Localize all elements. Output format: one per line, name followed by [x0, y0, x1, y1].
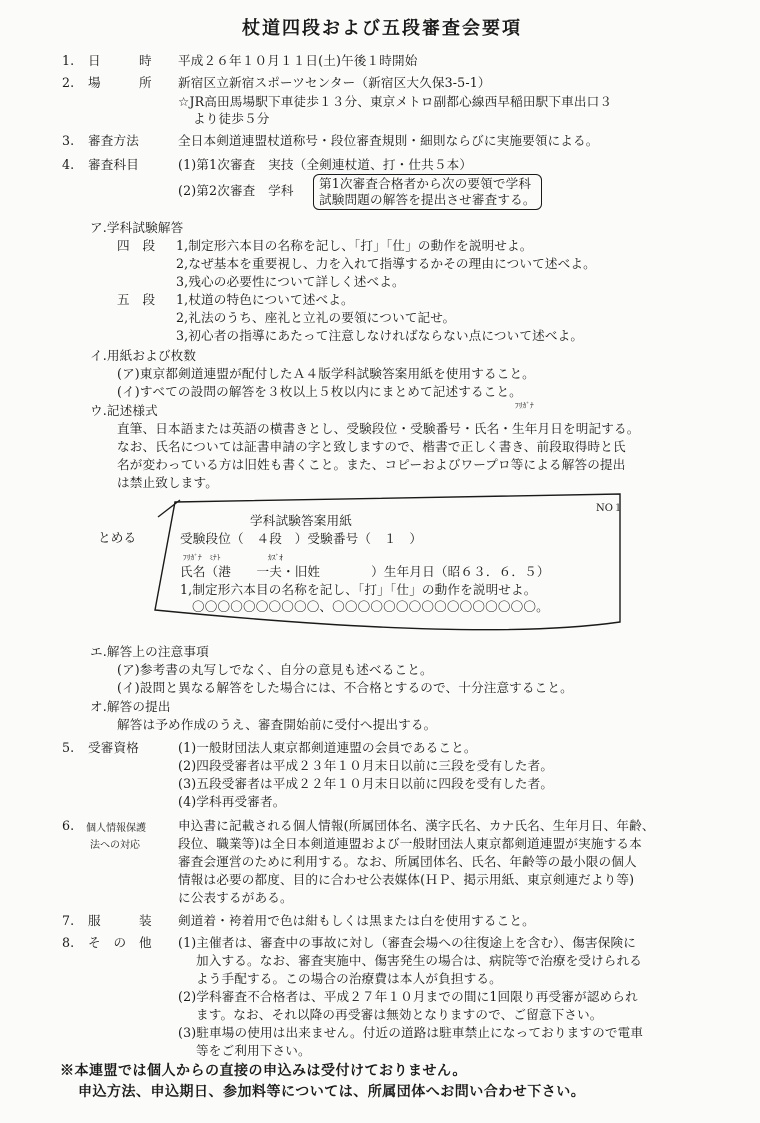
- item-4-boxed-note: [313, 174, 542, 210]
- item-6-label: 個人情報保護: [86, 823, 146, 834]
- item-8-line: (3)駐車場の使用は出来ません。付近の道路は駐車禁止になっておりますので電車: [178, 1025, 644, 1040]
- item-5-line: (3)五段受審者は平成２２年１０月末日以前に四段を受有した者。: [178, 776, 554, 791]
- boxed-line: 試験問題の解答を提出させ審査する。: [319, 192, 536, 207]
- staple-label: とめる: [98, 530, 137, 545]
- item-4-text: (1)第1次審査 実技（全剣連杖道、打・仕共５本）: [178, 157, 473, 172]
- item-4-text: (2)第2次審査 学科: [178, 183, 294, 198]
- item-1-num: 1.: [62, 53, 75, 68]
- sheet-name-line: 氏名（港 一夫・旧姓 ）生年月日（昭６３．６．５）: [180, 564, 550, 579]
- footer-notice: ※本連盟では個人からの直接の申込みは受付けておりません。: [60, 1063, 467, 1079]
- item-8-line: 等をご利用下さい。: [196, 1043, 311, 1058]
- item-6-line: 審査会運営のために利用する。なお、所属団体名、氏名、年齢等の最小限の個人: [178, 854, 637, 869]
- item-6-line: 情報は必要の都度、目的に合わせ公表媒体(ＨＰ、掲示用紙、東京剣連だより等): [178, 872, 635, 887]
- section-i-line: (ア)東京都剣道連盟が配付したＡ４版学科試験答案用紙を使用すること。: [117, 366, 535, 381]
- item-6-line: に公表するがある。: [178, 890, 293, 905]
- section-u-line: 名が変わっている方は旧姓も書くこと。また、コピーおよびワープロ等による解答の提出: [117, 457, 626, 472]
- item-8-num: 8.: [62, 935, 75, 950]
- item-2-num: 2.: [62, 75, 75, 90]
- section-u-line: は禁止致します。: [117, 475, 218, 490]
- sheet-answer: 〇〇〇〇〇〇〇〇〇〇、〇〇〇〇〇〇〇〇〇〇〇〇〇〇〇〇。: [192, 599, 549, 614]
- item-8-line: (2)学科審査不合格者は、平成２７年１０月までの間に1回限り再受審が認められ: [178, 989, 638, 1004]
- item-3-num: 3.: [62, 133, 75, 148]
- item-8-line: (1)主催者は、審査中の事故に対し（審査会場への往復途上を含む）、傷害保険に: [178, 935, 637, 950]
- item-3-label: 審査方法: [88, 133, 139, 148]
- sheet-question: 1,制定形六本目の名称を記し、「打」「仕」の動作を説明せよ。: [180, 582, 537, 597]
- item-6-line: 申込書に記載される個人情報(所属団体名、漢字氏名、カナ氏名、生年月日、年齢、: [178, 818, 655, 833]
- page-title: 杖道四段および五段審査会要項: [242, 18, 522, 39]
- boxed-line: 第1次審査合格者から次の要領で学科: [319, 176, 532, 191]
- yondan-question: 1,制定形六本目の名称を記し、「打」「仕」の動作を説明せよ。: [176, 238, 533, 253]
- yondan-label: 四 段: [117, 238, 156, 253]
- item-5-label: 受審資格: [88, 740, 139, 755]
- item-5-line: (4)学科再受審者。: [178, 794, 286, 809]
- godan-label: 五 段: [117, 292, 156, 307]
- section-i-heading: イ.用紙および枚数: [90, 348, 197, 363]
- staple-mark: [158, 500, 180, 517]
- furigana-note: ﾌﾘｶﾞﾅ: [515, 401, 534, 410]
- item-2-label: 場 所: [88, 75, 152, 90]
- item-6-num: 6.: [62, 818, 75, 833]
- item-5-num: 5.: [62, 740, 75, 755]
- section-e-line: (イ)設問と異なる解答をした場合には、不合格とするので、十分注意すること。: [117, 680, 573, 695]
- sheet-number: NO１: [596, 503, 623, 514]
- sheet-furigana: ｶｽﾞｵ: [268, 553, 283, 562]
- item-2-text: ☆JR高田馬場駅下車徒歩１３分、東京メトロ副都心線西早稲田駅下車出口３: [178, 94, 613, 109]
- item-2-text: 新宿区立新宿スポーツセンター（新宿区大久保3-5-1）: [178, 75, 491, 90]
- item-4-num: 4.: [62, 157, 75, 172]
- section-o-heading: オ.解答の提出: [90, 699, 171, 714]
- sheet-title: 学科試験答案用紙: [250, 513, 352, 528]
- section-i-line: (イ)すべての設問の解答を３枚以上５枚以内にまとめて記述すること。: [117, 384, 522, 399]
- item-8-line: よう手配する。この場合の治療費は本人が負担する。: [196, 971, 502, 986]
- footer-contact: 申込方法、申込期日、参加料等については、所属団体へお問い合わせ下さい。: [78, 1084, 586, 1100]
- section-u-line: 直筆、日本語または英語の横書きとし、受験段位・受験番号・氏名・生年月日を明記する。: [117, 421, 640, 436]
- section-o-line: 解答は予め作成のうえ、審査開始前に受付へ提出する。: [117, 717, 437, 732]
- item-8-line: ます。なお、それ以降の再受審は無効となりますので、ご留意下さい。: [196, 1007, 603, 1022]
- godan-question: 1,杖道の特色について述べよ。: [176, 292, 354, 307]
- item-1-label: 日 時: [88, 53, 152, 68]
- item-1-text: 平成２６年１０月１１日(土)午後１時開始: [178, 53, 418, 68]
- item-4-label: 審査科目: [88, 157, 139, 172]
- item-7-label: 服 装: [88, 913, 152, 928]
- item-5-line: (2)四段受審者は平成２３年１０月末日以前に三段を受有した者。: [178, 758, 554, 773]
- section-u-line: なお、氏名については証書申請の字と致しますので、楷書で正しく書き、前段取得時と氏: [117, 439, 626, 454]
- godan-question: 2,礼法のうち、座礼と立礼の要領について記せ。: [176, 310, 456, 325]
- section-a-heading: ア.学科試験解答: [90, 220, 184, 235]
- section-u-heading: ウ.記述様式: [90, 403, 158, 418]
- yondan-question: 3,残心の必要性について詳しく述べよ。: [176, 274, 405, 289]
- item-8-line: 加入する。なお、審査実施中、傷害発生の場合は、病院等で治療を受けられる: [196, 953, 643, 968]
- item-6-label: 法への対応: [90, 840, 140, 851]
- section-e-heading: エ.解答上の注意事項: [90, 644, 209, 659]
- sheet-furigana: ﾌﾘｶﾞﾅ ﾐﾅﾄ: [183, 553, 221, 562]
- item-7-num: 7.: [62, 913, 75, 928]
- yondan-question: 2,なぜ基本を重要視し、力を入れて指導するかその理由について述べよ。: [176, 256, 596, 271]
- item-8-label: そ の 他: [88, 935, 152, 950]
- item-5-line: (1)一般財団法人東京都剣道連盟の会員であること。: [178, 740, 477, 755]
- item-3-text: 全日本剣道連盟杖道称号・段位審査規則・細則ならびに実施要領による。: [178, 133, 599, 148]
- section-e-line: (ア)参考書の丸写しでなく、自分の意見も述べること。: [117, 662, 433, 677]
- item-7-line: 剣道着・袴着用で色は紺もしくは黒または白を使用すること。: [178, 913, 535, 928]
- sheet-rank-line: 受験段位（ ４段 ）受験番号（ １ ）: [180, 531, 423, 546]
- item-6-line: 段位、職業等)は全日本剣道連盟および一般財団法人東京都剣道連盟が実施する本: [178, 836, 642, 851]
- item-2-text: より徒歩５分: [193, 111, 270, 126]
- godan-question: 3,初心者の指導にあたって注意しなければならない点について述べよ。: [176, 328, 584, 343]
